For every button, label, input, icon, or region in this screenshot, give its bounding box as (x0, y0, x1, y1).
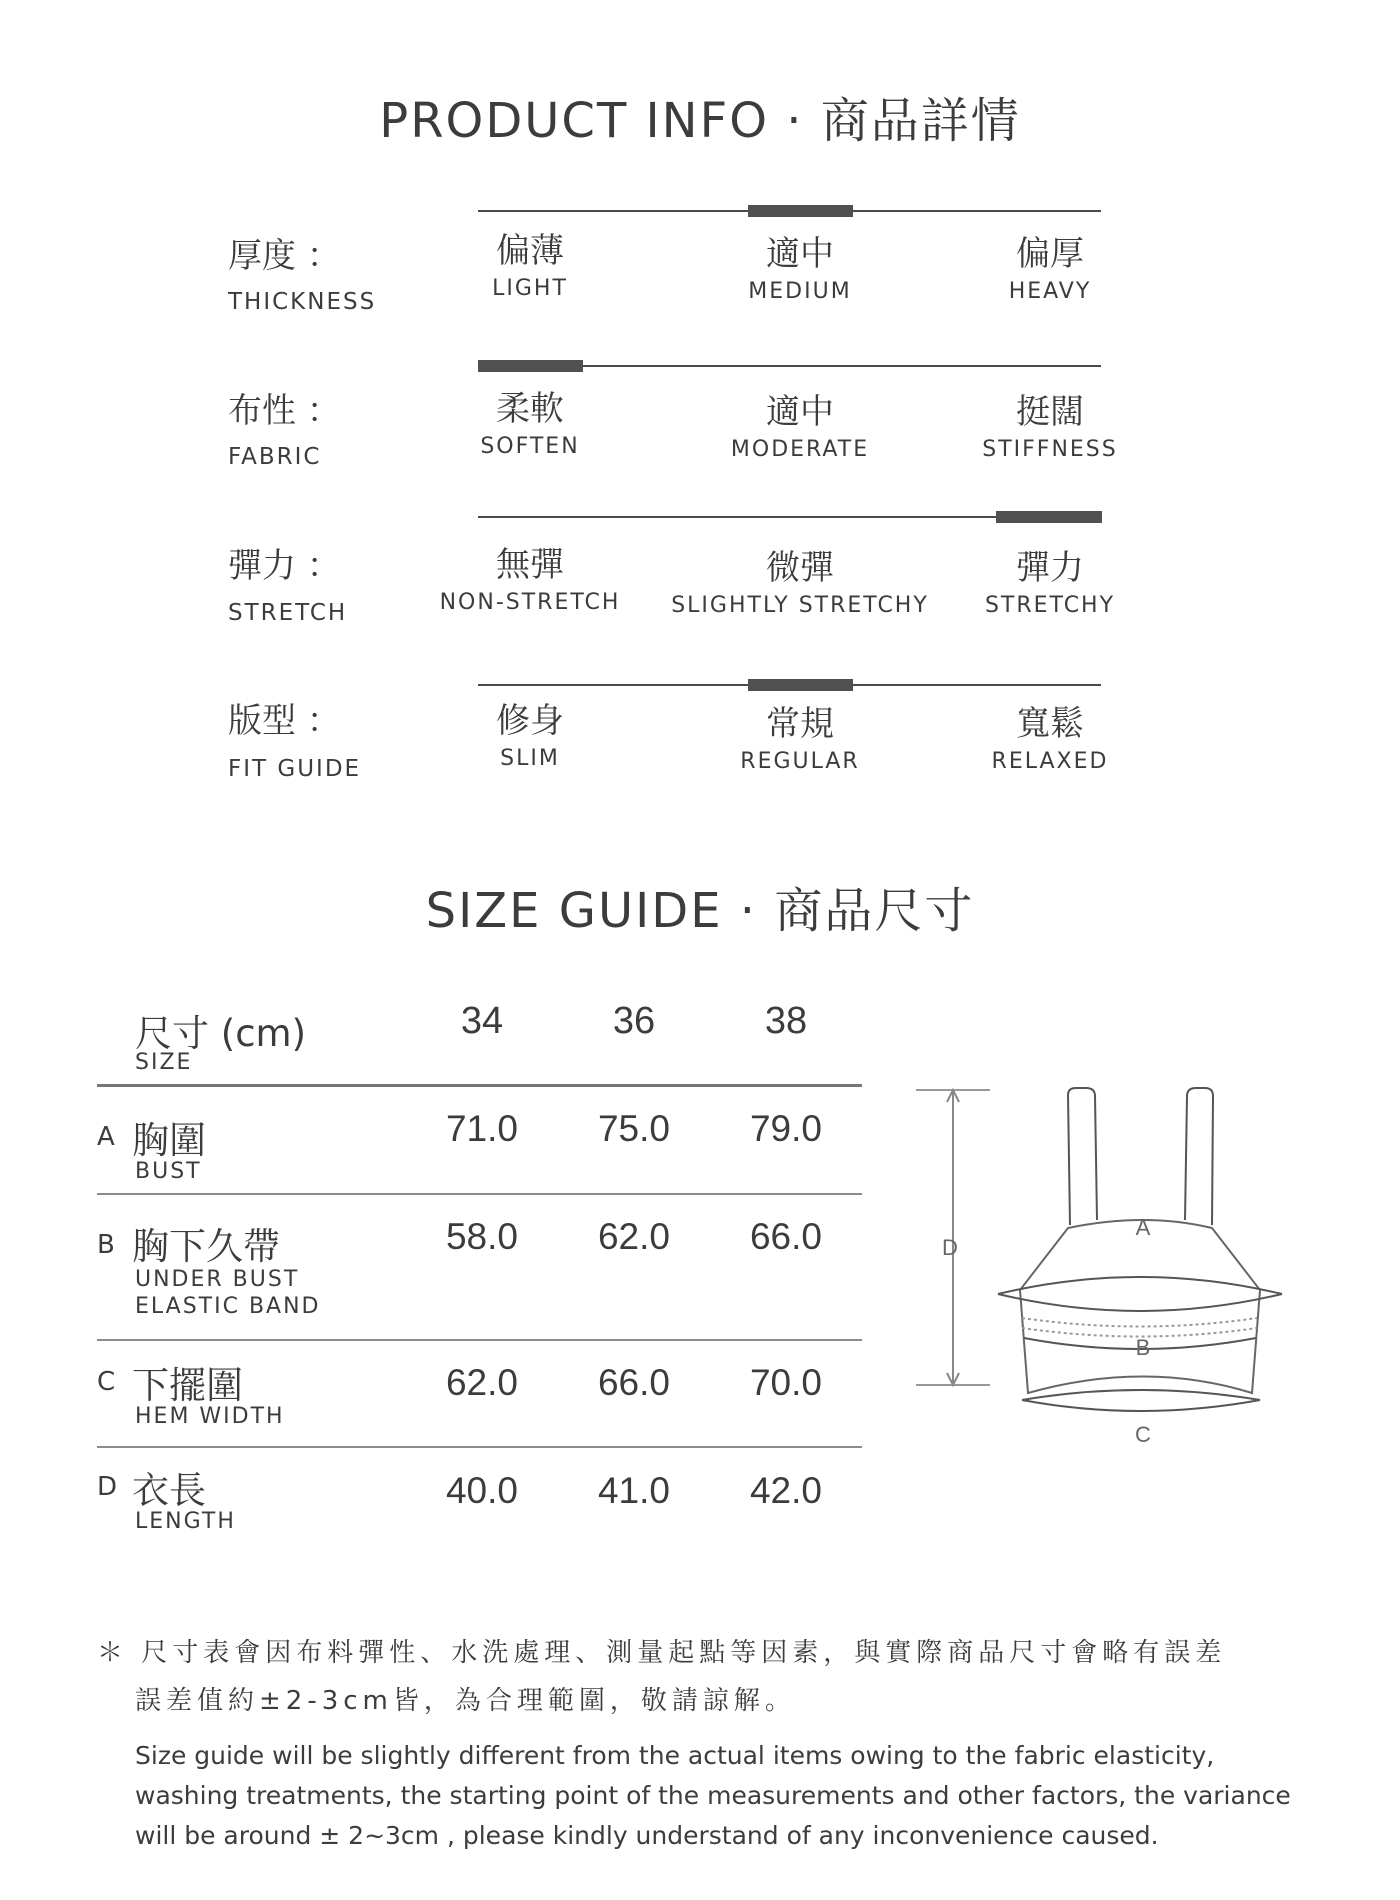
table-header-divider (97, 1084, 862, 1087)
attribute-label-en: STRETCH (228, 600, 348, 626)
row-divider (97, 1446, 862, 1448)
option-label: 適中 (766, 392, 834, 432)
size-header-label: 尺寸 (cm) (135, 1012, 307, 1055)
row-letter: B (97, 1230, 115, 1260)
option-non-stretch (380, 542, 680, 615)
option-label: 偏薄 (496, 231, 564, 271)
option-label-en: REGULAR (740, 749, 860, 774)
option-label: 挺闊 (1016, 392, 1084, 432)
option-stiffness (900, 389, 1200, 462)
size-value: 79.0 (749, 1108, 822, 1149)
size-value: 71.0 (445, 1108, 518, 1149)
diagram-label-c: C (1135, 1422, 1151, 1447)
row-label-en: BUST (135, 1159, 202, 1184)
attribute-label: 版型 ： (228, 701, 341, 741)
option-soften (380, 386, 680, 459)
option-label-en: HEAVY (1008, 279, 1092, 304)
size-header-label-en: SIZE (135, 1050, 193, 1075)
option-stretchy (900, 545, 1200, 618)
size-value: 42.0 (749, 1470, 822, 1511)
bust-measure-arc (998, 1277, 1282, 1294)
size-value: 66.0 (597, 1362, 670, 1403)
row-label: 下擺圍 (132, 1364, 243, 1407)
attribute-label-en: FABRIC (228, 444, 322, 470)
option-relaxed (900, 701, 1200, 774)
note-en: Size guide will be slightly different from the actual items owing to the fabric elasticity, washing treatments, the starting point of the measurements and other factors, the variance will be around ± 2~3cm , please kindly understand of any inconvenience caused. (135, 1741, 1291, 1850)
size-value: 70.0 (749, 1362, 822, 1403)
size-value: 40.0 (445, 1470, 518, 1511)
diagram-label-b: B (1135, 1335, 1151, 1360)
row-label-en: LENGTH (135, 1509, 236, 1534)
option-label: 常規 (766, 704, 834, 744)
option-label-en: SOFTEN (480, 434, 580, 459)
note-zh-line2: 誤差值約±2-3cm皆，為合理範圍，敬請諒解。 (135, 1686, 796, 1716)
option-label-en: MEDIUM (748, 279, 852, 304)
size-value: 62.0 (445, 1362, 518, 1403)
hem-measure-arc-back (1022, 1390, 1260, 1400)
option-label-en: NON-STRETCH (439, 590, 621, 615)
option-label-en: SLIGHTLY STRETCHY (671, 593, 929, 618)
row-label-en: HEM WIDTH (135, 1404, 285, 1429)
attribute-label: 厚度 ： (228, 236, 341, 276)
diagram-label-a: A (1135, 1215, 1151, 1240)
option-label: 微彈 (766, 548, 834, 588)
scale-indicator (996, 511, 1102, 523)
option-label: 彈力 (1016, 548, 1084, 588)
size-38-header: 38 (764, 1000, 808, 1042)
option-label: 偏厚 (1016, 234, 1084, 274)
attribute-label: 彈力 ： (228, 546, 341, 586)
note-zh-line1: ＊ 尺寸表會因布料彈性、水洗處理、測量起點等因素，與實際商品尺寸會略有誤差 (97, 1638, 1227, 1668)
size-34-header: 34 (460, 1000, 504, 1042)
attribute-label: 布性 ： (228, 391, 341, 431)
row-label: 胸下久帶 (132, 1225, 280, 1268)
option-label: 無彈 (496, 545, 564, 585)
size-value: 75.0 (597, 1108, 670, 1149)
garment-body (1020, 1220, 1260, 1393)
row-label-en: UNDER BUST ELASTIC BAND (135, 1267, 321, 1319)
option-label-en: RELAXED (991, 749, 1109, 774)
row-label: 胸圍 (132, 1119, 206, 1162)
option-label-en: LIGHT (492, 276, 568, 301)
option-label-en: SLIM (500, 746, 560, 771)
underbust-band-top (1022, 1318, 1257, 1327)
diagram-label-d: D (942, 1235, 958, 1260)
row-divider (97, 1339, 862, 1341)
size-value: 62.0 (597, 1216, 670, 1257)
right-strap (1185, 1088, 1213, 1225)
attribute-label-en: FIT GUIDE (228, 756, 362, 782)
row-label: 衣長 (132, 1469, 206, 1512)
option-label: 寬鬆 (1016, 704, 1084, 744)
option-label: 修身 (496, 701, 564, 741)
size-value: 66.0 (749, 1216, 822, 1257)
option-heavy (900, 231, 1200, 304)
left-strap (1068, 1088, 1097, 1225)
product-info-title: PRODUCT INFO · 商品詳情 (379, 93, 1021, 149)
row-letter: C (97, 1367, 116, 1397)
row-letter: A (97, 1122, 115, 1152)
row-divider (97, 1193, 862, 1195)
option-label-en: MODERATE (730, 437, 870, 462)
option-slim (380, 698, 680, 771)
bust-measure-arc-back (998, 1294, 1282, 1311)
option-label: 柔軟 (496, 389, 564, 429)
option-label-en: STIFFNESS (982, 437, 1118, 462)
row-letter: D (97, 1472, 118, 1502)
size-36-header: 36 (612, 1000, 656, 1042)
hem-measure-arc (1022, 1400, 1260, 1411)
size-value: 41.0 (597, 1470, 670, 1511)
option-label: 適中 (766, 234, 834, 274)
scale-indicator (748, 679, 853, 691)
scale-indicator (748, 205, 853, 217)
option-label-en: STRETCHY (984, 593, 1116, 618)
attribute-label-en: THICKNESS (228, 289, 377, 315)
size-guide-title: SIZE GUIDE · 商品尺寸 (425, 883, 975, 939)
size-value: 58.0 (445, 1216, 518, 1257)
option-light (380, 228, 680, 301)
scale-indicator (478, 360, 583, 372)
garment-diagram (900, 1070, 1320, 1470)
